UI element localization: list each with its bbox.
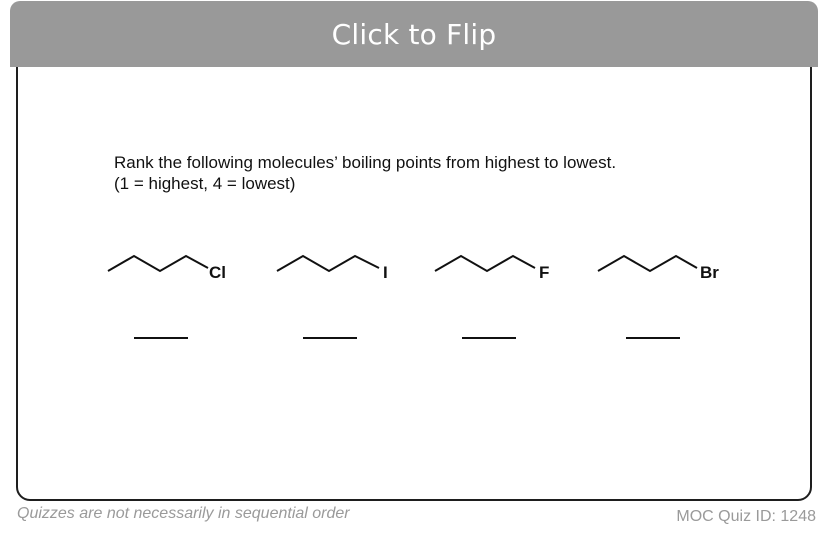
question-line-2: (1 = highest, 4 = lowest) [114, 174, 296, 193]
molecule-iodobutane [277, 246, 417, 296]
flip-button[interactable] [10, 1, 818, 67]
atom-label-4: Br [700, 263, 719, 282]
molecule-chlorobutane [108, 246, 248, 296]
skeletal-structure-4 [598, 246, 708, 286]
question-line-1: Rank the following molecules’ boiling points from highest to lowest. [114, 153, 617, 172]
molecule-bromobutane [598, 246, 738, 296]
atom-label-3: F [539, 263, 550, 282]
quiz-id: MOC Quiz ID: 1248 [676, 508, 816, 525]
skeletal-structure-1 [108, 246, 218, 286]
atom-label-1: Cl [209, 263, 226, 282]
answer-blank-2 [303, 337, 357, 339]
skeletal-structure-3 [435, 246, 545, 286]
answer-blank-1 [134, 337, 188, 339]
answer-blank-3 [462, 337, 516, 339]
answer-blank-4 [626, 337, 680, 339]
flip-label: Click to Flip [331, 17, 497, 51]
skeletal-structure-2 [277, 246, 387, 286]
footer-note: Quizzes are not necessarily in sequential order [17, 505, 350, 522]
question-text [114, 152, 754, 194]
atom-label-2: I [383, 263, 388, 282]
molecule-fluorobutane [435, 246, 575, 296]
